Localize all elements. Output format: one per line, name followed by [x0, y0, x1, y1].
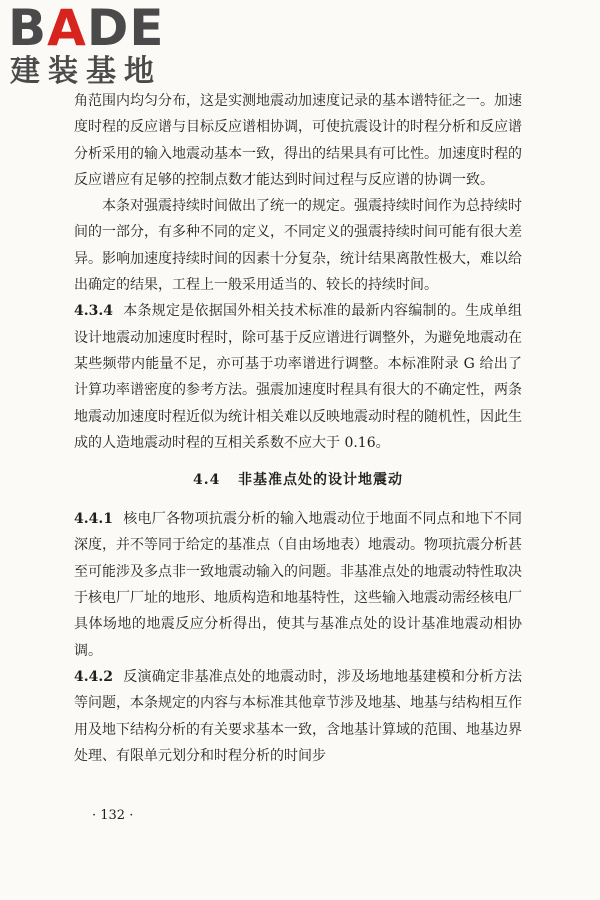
logo-letter-a: A [47, 0, 87, 57]
bade-logo [8, 2, 183, 92]
section-heading [74, 468, 522, 492]
logo-subtitle: 建装基地 [10, 54, 162, 89]
document-body [74, 88, 522, 769]
clause-text: 核电厂各物项抗震分析的输入地震动位于地面不同点和地下不同深度，并不等同于给定的基准点（自由场地表）地震动。物项抗震分析甚至可能涉及多点非一致地震动输入的问题。非基准点处的地震动特性取决于核电厂厂址的地形、地质构造和地基特性，这些输入地震动需经核电厂具体场地的地震反应分析得出，使其与基准点处的设计基准地震动相协调。 [74, 511, 522, 659]
logo-letters-de: DE [86, 0, 165, 57]
clause-number: 4.4.1 [74, 511, 113, 528]
logo-letter-b: B [8, 0, 48, 57]
page-number: · 132 · [92, 808, 134, 823]
section-number: 4.4 [193, 472, 221, 489]
paragraph-duration: 本条对强震持续时间做出了统一的规定。强震持续时间作为总持续时间的一部分，有多种不同的定义，不同定义的强震持续时间可能有很大差异。影响加速度持续时间的因素十分复杂，统计结果离散性极大，难以给出确定的结果，工程上一般采用适当的、较长的持续时间。 [74, 198, 522, 294]
paragraph-continued: 角范围内均匀分布，这是实测地震动加速度记录的基本谱特征之一。加速度时程的反应谱与目标反应谱相协调，可使抗震设计的时程分析和反应谱分析采用的输入地震动基本一致，得出的结果具有可比性。加速度时程的反应谱应有足够的控制点数才能达到时间过程与反应谱的协调一致。 [74, 93, 522, 188]
logo-wordmark [8, 0, 165, 57]
clause-text: 反演确定非基准点处的地震动时，涉及场地地基建模和分析方法等问题，本条规定的内容与本标准其他章节涉及地基、地基与结构相互作用及地下结构分析的有关要求基本一致，含地基计算域的范围、地基边界处理、有限单元划分和时程分析的时间步 [74, 668, 522, 764]
clause-number: 4.3.4 [74, 303, 113, 320]
clause-4-4-2 [74, 664, 522, 769]
clause-4-3-4 [74, 298, 522, 456]
clause-number: 4.4.2 [74, 668, 113, 685]
clause-text: 本条规定是依据国外相关技术标准的最新内容编制的。生成单组设计地震动加速度时程时，除可基于反应谱进行调整外，为避免地震动在某些频带内能量不足，亦可基于功率谱进行调整。本标准附录 G 给出了计算功率谱密度的参考方法。强震加速度时程具有很大的不确定性，两条地震动加速度时程近似为统计相关难以反映地震动时程的随机性，因此生成的人造地震动时程的互相关系数不应大于 0.16。 [74, 303, 522, 451]
clause-4-4-1 [74, 506, 522, 664]
section-title-text: 非基准点处的设计地震动 [237, 472, 403, 489]
